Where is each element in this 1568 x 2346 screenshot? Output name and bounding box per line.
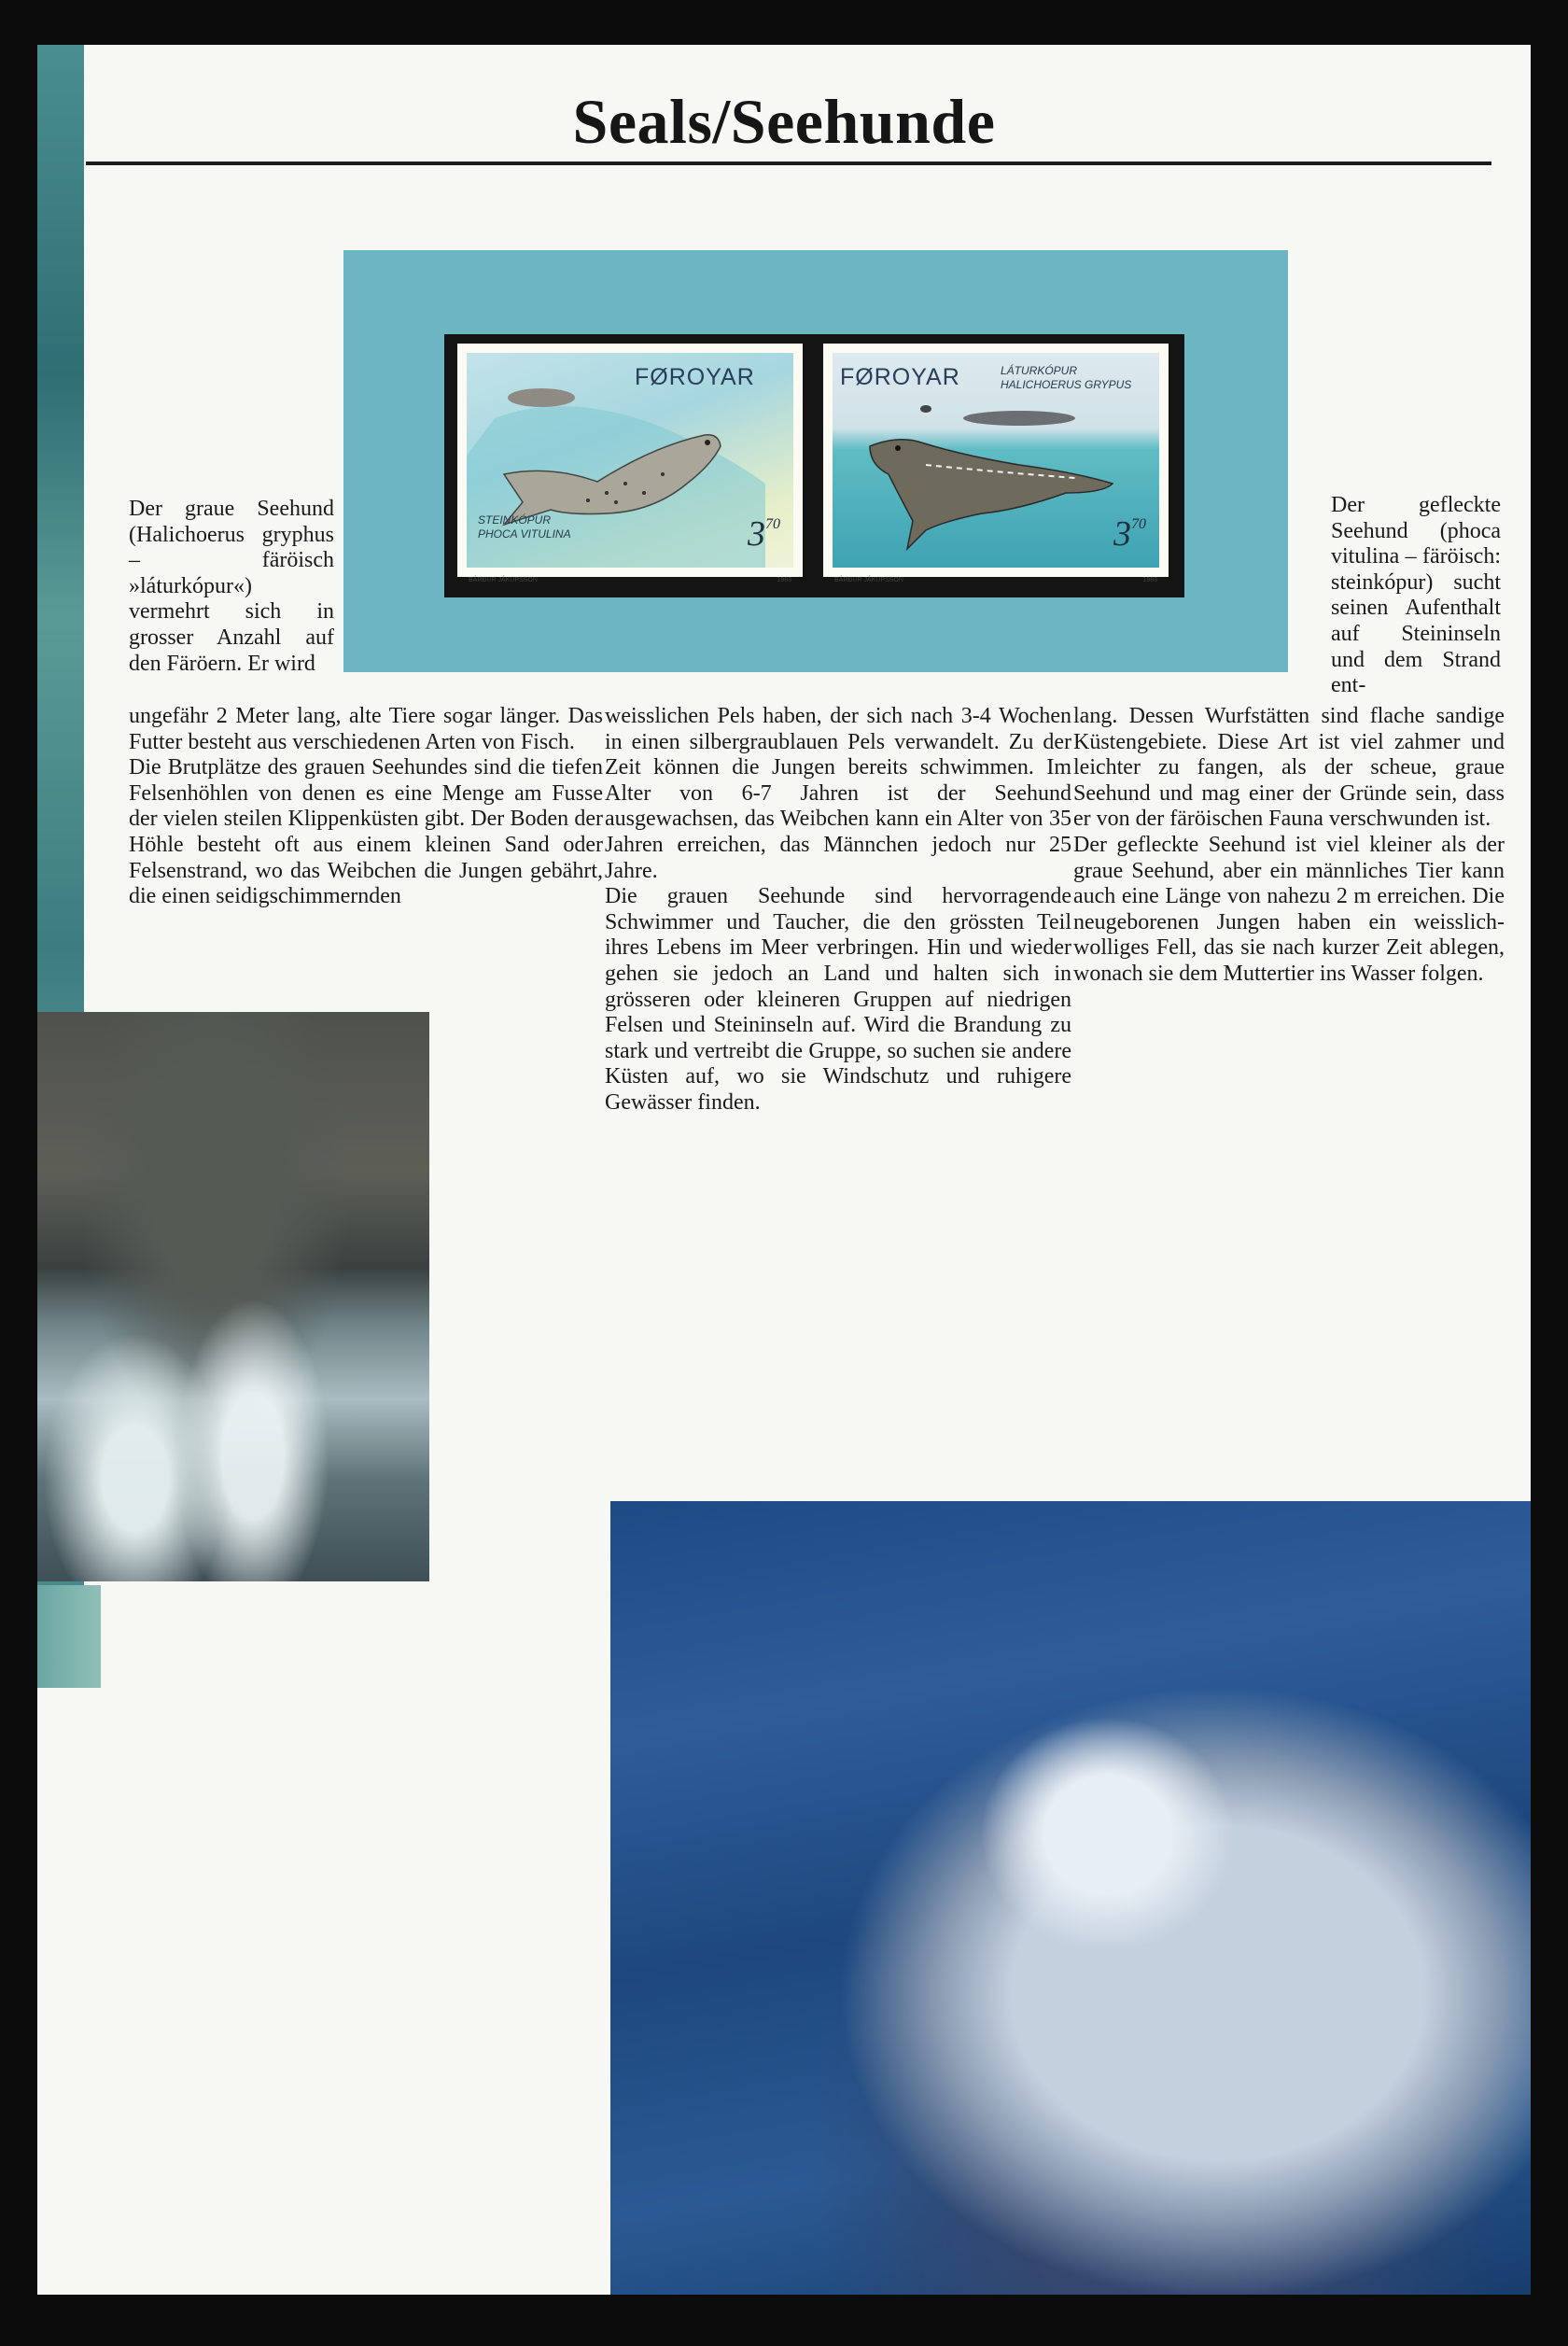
paragraph: Der gefleckte Seehund ist viel kleiner als der graue Seehund, aber ein männliches Tier kann auch eine Länge von nahezu 2 m erreichen. Die neugeborenen Jungen haben ein weisslich-wolliges Fell, das sie nach kurzer Zeit ablegen, wonach sie dem Muttertier ins Wasser folgen. xyxy=(1073,832,1505,986)
stamp-name-latin: HALICHOERUS GRYPUS xyxy=(1001,378,1132,391)
paragraph: ungefähr 2 Meter lang, alte Tiere sogar länger. Das Futter besteht aus verschiedenen Arten von Fisch. xyxy=(129,704,603,754)
stamp-value: $3^{70}$ xyxy=(748,514,780,554)
title-rule xyxy=(86,162,1491,165)
stamp-mount xyxy=(343,250,1288,672)
paragraph: weisslichen Pels haben, der sich nach 3-4 Wochen in einen silbergraublauen Pels verwandelt. Zu der Zeit können die Jungen bereits schwimmen. Im Alter von 6-7 Jahren ist der Seehund ausgewachsen, das Weibchen kann ein Alter von 35 Jahren erreichen, das Männchen jedoch nur 25 Jahre. xyxy=(605,704,1071,883)
stamp-name xyxy=(1001,364,1131,392)
stamp-country: FØROYAR xyxy=(840,364,960,390)
left-column-text xyxy=(129,704,603,910)
stamp-mount-strip xyxy=(444,334,1184,597)
paragraph: Die Brutplätze des grauen Seehundes sind die tiefen Felsenhöhlen von denen es eine Menge am Fusse der vielen steilen Klippenküsten gibt. Der Boden der Höhle besteht oft aus einem kleinen Sand oder Felsenstrand, wo das Weibchen die Jungen gebährt, die einen seidigschimmernden xyxy=(129,755,603,909)
stamp-value: $3^{70}$ xyxy=(1113,514,1146,554)
page-title: Seals/Seehunde xyxy=(572,86,996,157)
stamp-artwork xyxy=(833,353,1159,568)
right-column-text xyxy=(1073,704,1505,988)
stamp-year: 1983 xyxy=(777,577,791,583)
photo-seal-head xyxy=(610,1501,1531,2295)
middle-column-text xyxy=(605,704,1071,1117)
edge-photo-strip-lower xyxy=(37,1585,101,1688)
stamp-steinkopur xyxy=(457,344,803,583)
photo-seals-on-rocks xyxy=(37,1012,429,1581)
stamp-artist: BÁRÐUR JÁKUPSSON xyxy=(469,577,538,583)
stamp-country: FØROYAR xyxy=(635,364,755,390)
stamp-name xyxy=(478,513,571,541)
right-narrow-text: Der gefleckte Seehund (phoca vitulina – färöisch: steinkópur) sucht seinen Aufenthalt auf Steininseln und dem Strand ent- xyxy=(1331,493,1501,698)
stamp-year: 1983 xyxy=(1142,577,1157,583)
stamp-name-latin: PHOCA VITULINA xyxy=(478,527,571,541)
left-narrow-text: Der graue Seehund (Halichoerus gryphus – färöisch »láturkópur«) vermehrt sich in grosser Anzahl auf den Färöern. Er wird xyxy=(129,497,334,676)
stamp-name-local: LÁTURKÓPUR xyxy=(1001,364,1078,377)
stamp-name-local: STEINKÓPUR xyxy=(478,513,552,527)
album-page xyxy=(37,45,1531,2295)
stamp-artwork xyxy=(467,353,793,568)
stamp-laturkopur xyxy=(823,344,1169,583)
stamp-artist: BÁRÐUR JÁKUPSSON xyxy=(834,577,903,583)
paragraph: lang. Dessen Wurfstätten sind flache sandige Küstengebiete. Diese Art ist viel zahmer und leichter zu fangen, als der scheue, graue Seehund und mag einer der Gründe sein, dass er von der färöischen Fauna verschwunden ist. xyxy=(1073,704,1505,832)
paragraph: Die grauen Seehunde sind hervorragende Schwimmer und Taucher, die den grössten Teil ihres Lebens im Meer verbringen. Hin und wieder gehen sie jedoch an Land und halten sich in grösseren oder kleineren Gruppen auf niedrigen Felsen und Steininseln auf. Wird die Brandung zu stark und vertreibt die Gruppe, so suchen sie andere Küsten auf, wo sie Windschutz und ruhigere Gewässer finden. xyxy=(605,884,1071,1115)
